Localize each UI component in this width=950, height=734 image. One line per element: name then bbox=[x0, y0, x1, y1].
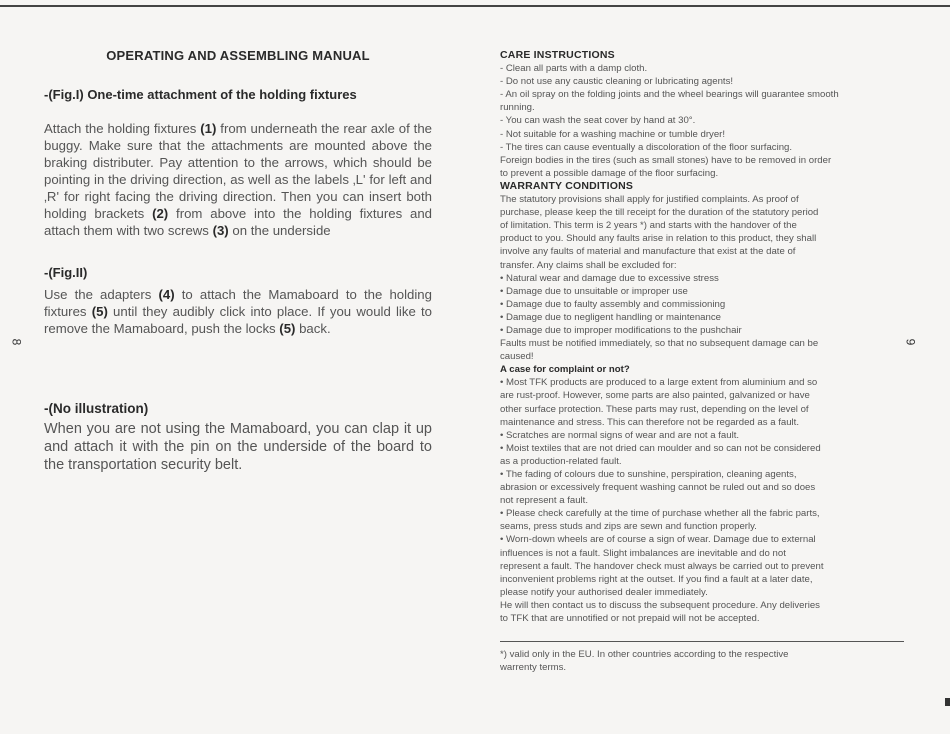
warranty-line: • Natural wear and damage due to excessive stress bbox=[500, 272, 719, 284]
left-page bbox=[44, 48, 432, 474]
warranty-line: product to you. Should any faults arise in relation to this product, they shall bbox=[500, 233, 817, 245]
page-number-left: 8 bbox=[9, 338, 24, 346]
complaint-line: not represent a fault. bbox=[500, 495, 588, 507]
warranty-list bbox=[500, 193, 888, 363]
complaint-line: • The fading of colours due to sunshine, perspiration, cleaning agents, bbox=[500, 469, 797, 480]
complaint-line: represent a fault. The handover check must always be carried out to prevent bbox=[500, 560, 824, 572]
warranty-line: Faults must be notified immediately, so that no subsequent damage can be bbox=[500, 338, 819, 350]
complaint-line: • Scratches are normal signs of wear and are not a fault. bbox=[500, 429, 740, 441]
warranty-line: • Damage due to faulty assembly and commissioning bbox=[500, 298, 726, 310]
complaint-line: • Moist textiles that are not dried can moulder and so can not be considered bbox=[500, 442, 821, 454]
complaint-line: are rust-proof. However, some parts are also painted, galvanized or have bbox=[500, 390, 810, 402]
fig2-heading: -(Fig.II) bbox=[44, 265, 88, 280]
care-line: - Clean all parts with a damp cloth. bbox=[500, 63, 648, 75]
care-list bbox=[500, 62, 888, 180]
warranty-line: • Damage due to negligent handling or maintenance bbox=[500, 311, 721, 323]
care-line: - An oil spray on the folding joints and the wheel bearings will guarantee smooth bbox=[500, 89, 839, 101]
complaint-line: • Please check carefully at the time of purchase whether all the fabric parts, bbox=[500, 508, 820, 520]
warranty-line: • Damage due to improper modifications to the pushchair bbox=[500, 324, 742, 336]
no-illustration-text: When you are not using the Mamaboard, you can clap it up and attach it with the pin on the underside of the board to the transportation security belt. bbox=[44, 421, 432, 473]
complaint-line: • Worn-down wheels are of course a sign of wear. Damage due to external bbox=[500, 534, 816, 546]
complaint-line: influences is not a fault. Slight imbalances are inevitable and do not bbox=[500, 547, 786, 559]
care-line: running. bbox=[500, 102, 535, 114]
complaint-heading: A case for complaint or not? bbox=[500, 364, 630, 376]
no-illustration-heading: -(No illustration) bbox=[44, 401, 149, 416]
corner-mark bbox=[945, 698, 950, 706]
complaint-line: maintenance and stress. This can therefore not be regarded as a fault. bbox=[500, 416, 800, 428]
warranty-heading: WARRANTY CONDITIONS bbox=[500, 179, 634, 192]
warranty-line: • Damage due to unsuitable or improper use bbox=[500, 285, 688, 297]
complaint-line: to TFK that are unnotified or not prepaid will not be accepted. bbox=[500, 613, 760, 625]
top-border-line bbox=[0, 5, 950, 7]
fig1-heading: -(Fig.I) One-time attachment of the holding fixtures bbox=[44, 87, 357, 102]
complaint-line: • Most TFK products are produced to a large extent from aluminium and so bbox=[500, 377, 818, 389]
fig2-section bbox=[44, 265, 432, 337]
complaint-line: inconvenient problems right at the outset. If you find a fault at a later date, bbox=[500, 573, 813, 585]
complaint-line: abrasion or excessively frequent washing cannot be ruled out and so does bbox=[500, 482, 816, 494]
footnote bbox=[500, 648, 860, 674]
complaint-line: as a production-related fault. bbox=[500, 455, 622, 467]
fig2-text: Use the adapters (4) to attach the Mamaboard to the holding fixtures (5) until they audibly click into place. If you would like to remove the Mamaboard, push the locks (5) back. bbox=[44, 287, 432, 336]
footnote-line: *) valid only in the EU. In other countries according to the respective bbox=[500, 649, 789, 660]
warranty-line: involve any faults of material and manufacture that exist at the date of bbox=[500, 246, 796, 258]
care-heading: CARE INSTRUCTIONS bbox=[500, 49, 615, 61]
footnote-divider bbox=[500, 641, 904, 642]
care-line: Foreign bodies in the tires (such as small stones) have to be removed in order bbox=[500, 154, 832, 166]
page-number-right: 9 bbox=[903, 338, 918, 346]
warranty-line: purchase, please keep the till receipt for the duration of the statutory period bbox=[500, 207, 819, 219]
care-line: to prevent a possible damage of the floor surfacing. bbox=[500, 167, 719, 179]
warranty-line: caused! bbox=[500, 351, 534, 363]
warranty-line: transfer. Any claims shall be excluded for: bbox=[500, 259, 677, 271]
warranty-line: of limitation. This term is 2 years *) and starts with the handover of the bbox=[500, 220, 797, 232]
complaint-line: seams, press studs and zips are sewn and function properly. bbox=[500, 521, 757, 533]
warranty-line: The statutory provisions shall apply for justified complaints. As proof of bbox=[500, 194, 799, 206]
fig1-section bbox=[44, 87, 432, 239]
care-line: - Not suitable for a washing machine or tumble dryer! bbox=[500, 128, 726, 140]
complaint-line: He will then contact us to discuss the subsequent procedure. Any deliveries bbox=[500, 599, 820, 611]
manual-title: OPERATING AND ASSEMBLING MANUAL bbox=[106, 48, 370, 63]
care-line: - The tires can cause eventually a discoloration of the floor surfacing. bbox=[500, 141, 793, 153]
complaint-line: please notify your authorised dealer immediately. bbox=[500, 586, 708, 598]
care-line: - Do not use any caustic cleaning or lubricating agents! bbox=[500, 76, 734, 88]
no-illustration-section bbox=[44, 401, 432, 474]
care-line: - You can wash the seat cover by hand at 30°. bbox=[500, 115, 696, 127]
footnote-line: warrenty terms. bbox=[500, 662, 567, 673]
fig1-text: Attach the holding fixtures (1) from underneath the rear axle of the buggy. Make sure that the attachments are mounted above the braking distributer. Pay attention to the arrows, which should be pointing in the driving direction, as well as the labels ‚L' for left and ‚R' for right facing the driving direction. Then you can insert both holding brackets (2) from above into the holding fixtures and attach them with two screws (3) on the underside bbox=[44, 121, 433, 238]
complaint-line: other surface protection. These parts may rust, depending on the level of bbox=[500, 403, 809, 415]
right-page bbox=[500, 49, 888, 625]
complaint-list bbox=[500, 376, 888, 625]
